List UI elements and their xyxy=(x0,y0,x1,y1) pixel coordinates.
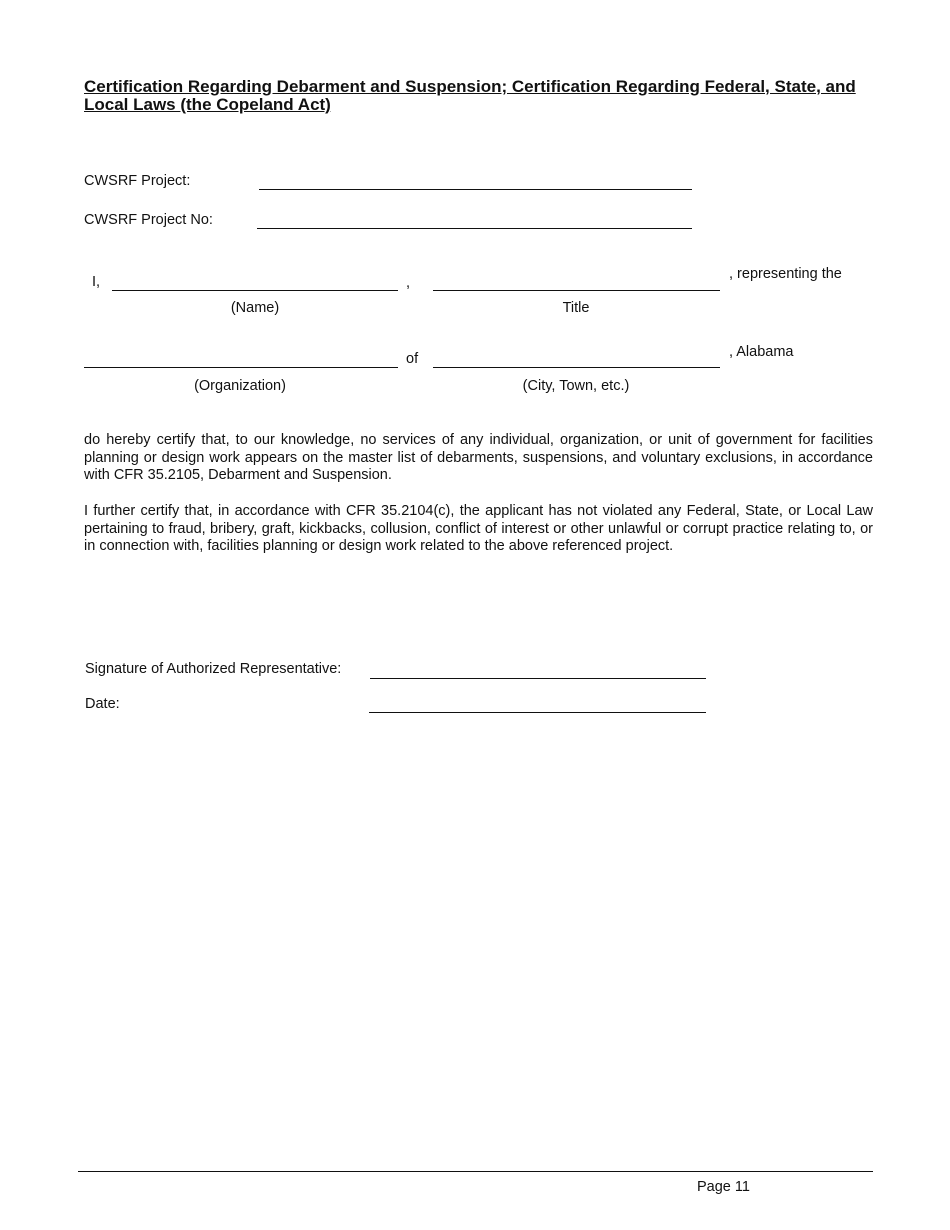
certification-paragraph-1: do hereby certify that, to our knowledge, no services of any individual, organization, or unit of government for facilities planning or design work appears on the master list of debarments, suspensions, and voluntary exclusions, in accordance with CFR 35.2105, Debarment and Suspension. xyxy=(84,432,873,483)
city-field[interactable] xyxy=(433,367,720,368)
date-field[interactable] xyxy=(369,712,706,713)
project-no-label: CWSRF Project No: xyxy=(84,212,213,228)
comma-separator: , xyxy=(406,275,411,291)
project-field[interactable] xyxy=(259,189,692,190)
i-label: I, xyxy=(92,274,101,290)
signature-field[interactable] xyxy=(370,678,706,679)
organization-caption: (Organization) xyxy=(194,378,286,394)
name-field[interactable] xyxy=(112,290,398,291)
title-field[interactable] xyxy=(433,290,720,291)
page-number: Page 11 xyxy=(697,1179,750,1195)
footer-divider xyxy=(78,1171,873,1172)
representing-text: , representing the xyxy=(729,266,842,282)
project-no-field[interactable] xyxy=(257,228,692,229)
organization-field[interactable] xyxy=(84,367,398,368)
of-label: of xyxy=(406,351,419,367)
certification-paragraph-2: I further certify that, in accordance with CFR 35.2104(c), the applicant has not violated any Federal, State, or Local Law pertaining to fraud, bribery, graft, kickbacks, collusion, conflict of interest or other unlawful or corrupt practice relating to, or in connection with, facilities planning or design work related to the above referenced project. xyxy=(84,503,873,554)
document-title: Certification Regarding Debarment and Suspension; Certification Regarding Federal, State, and Local Laws (the Copeland Act) xyxy=(84,77,856,114)
name-caption: (Name) xyxy=(230,300,280,316)
signature-label: Signature of Authorized Representative: xyxy=(85,661,342,677)
alabama-text: , Alabama xyxy=(729,344,794,360)
city-caption: (City, Town, etc.) xyxy=(522,378,630,394)
project-label: CWSRF Project: xyxy=(84,173,191,189)
date-label: Date: xyxy=(85,696,120,712)
title-caption: Title xyxy=(562,300,590,316)
